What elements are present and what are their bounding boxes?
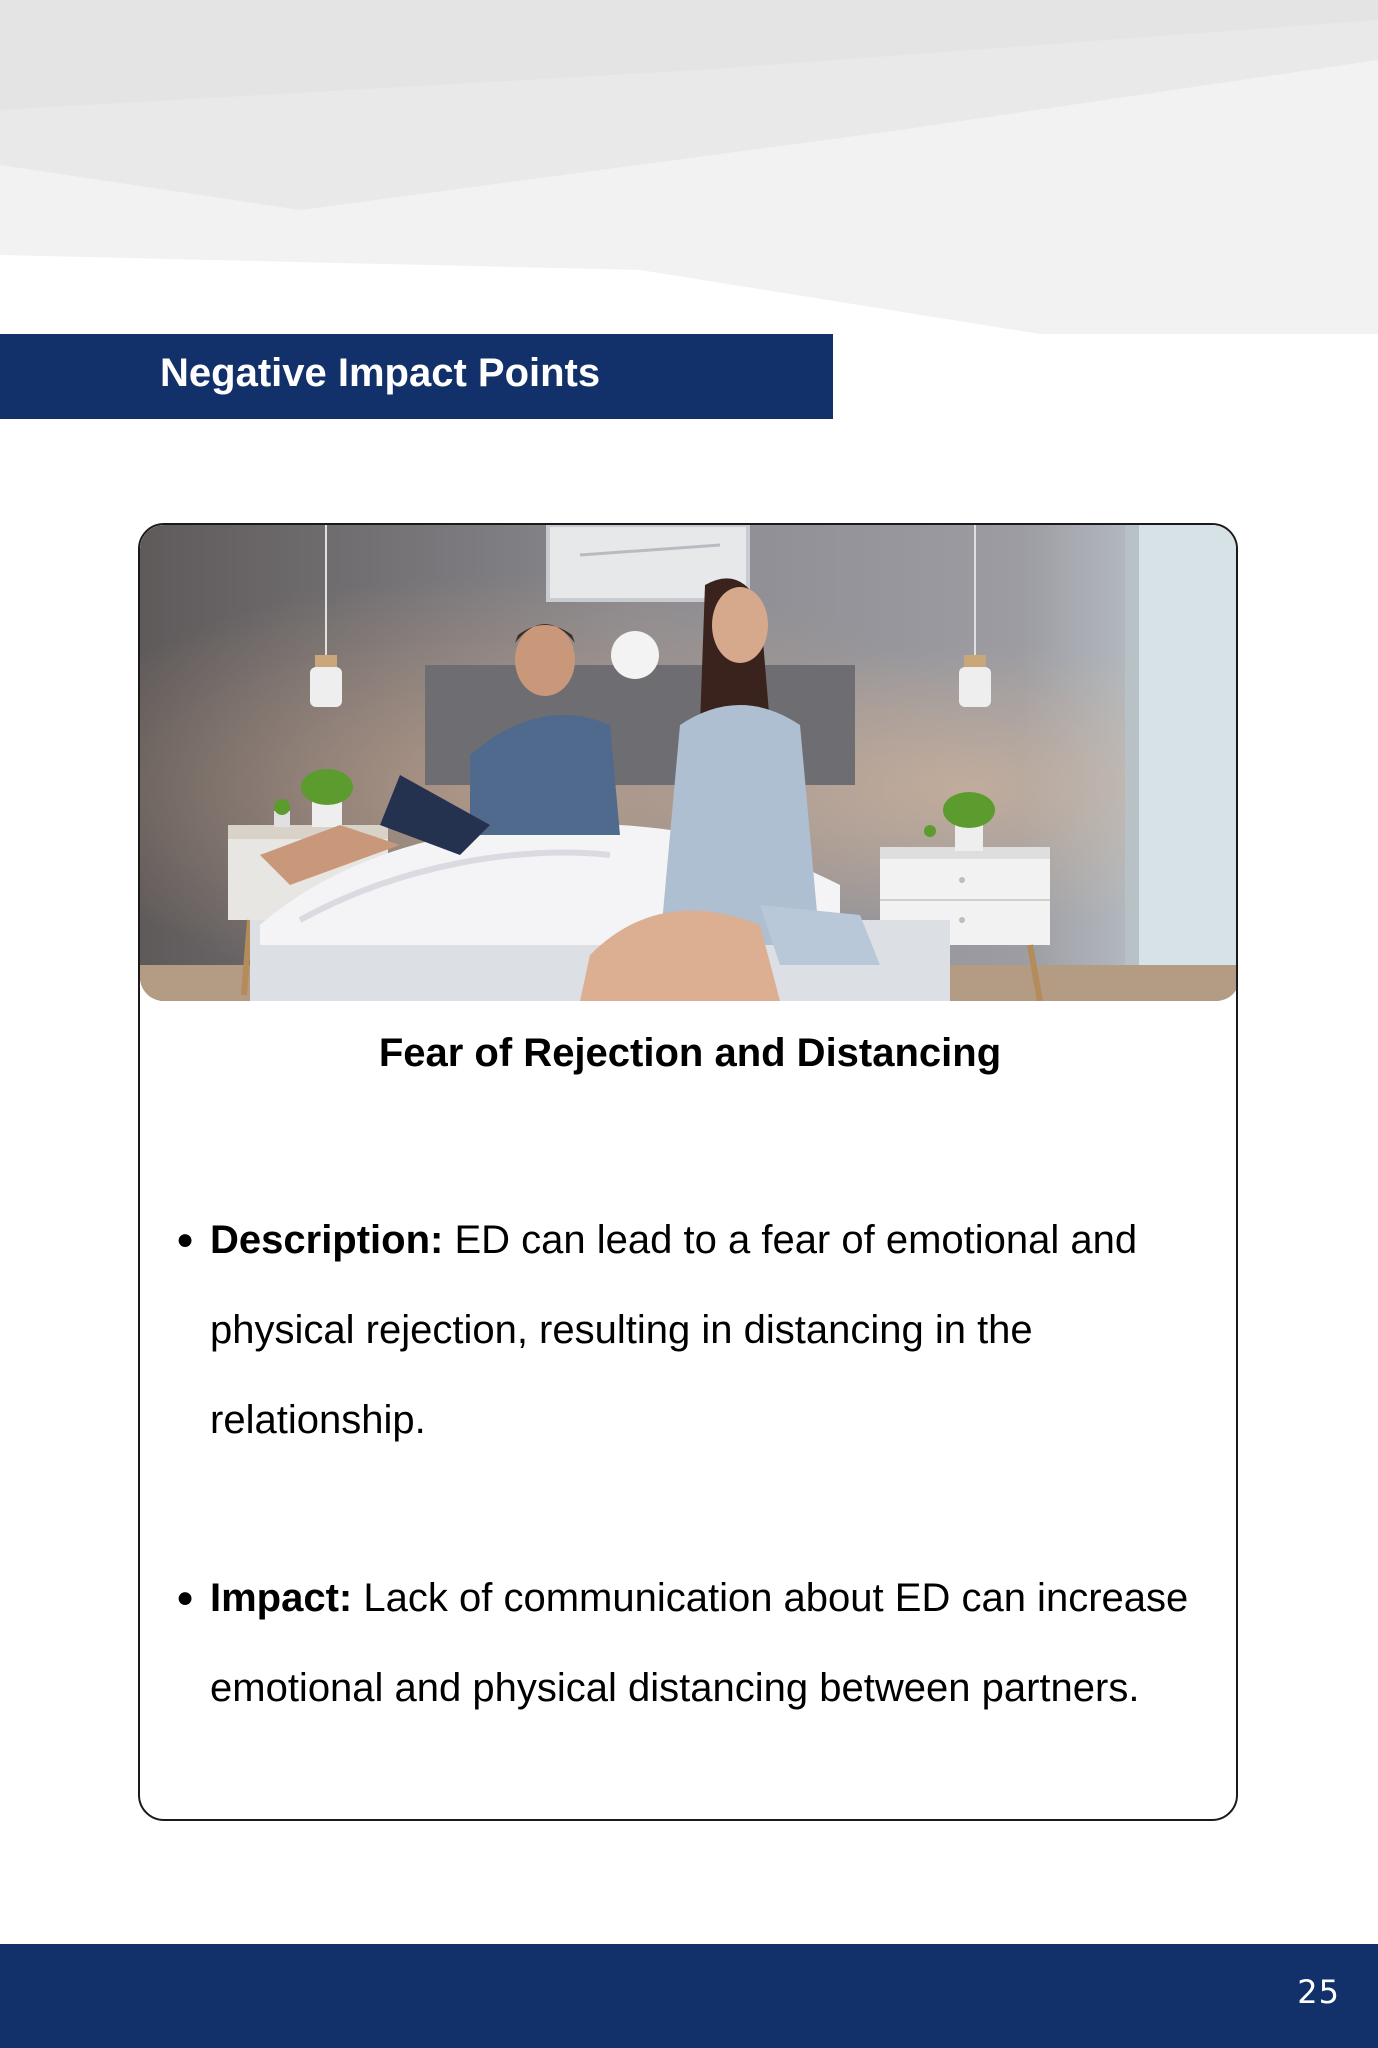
bullet-label: Impact:	[210, 1576, 353, 1620]
couple-photo	[140, 525, 1238, 1001]
bedroom-illustration	[140, 525, 1238, 1001]
card-title: Fear of Rejection and Distancing	[378, 1031, 1002, 1075]
bullet-dot-icon: ●	[176, 1581, 195, 1614]
bullet-text: Lack of communication about ED can increase emotional and physical distancing between partners.	[210, 1576, 1189, 1710]
section-title: Negative Impact Points	[160, 351, 601, 395]
footer-bar	[0, 1944, 1378, 2048]
section-banner	[0, 334, 833, 419]
list-item-description	[176, 1195, 1230, 1465]
list-item-impact	[176, 1553, 1230, 1733]
bullet-text: ED can lead to a fear of emotional and physical rejection, resulting in distancing in the relationship.	[210, 1218, 1138, 1442]
bullet-dot-icon: ●	[176, 1223, 195, 1256]
content-card	[138, 523, 1238, 1821]
header-decoration	[0, 0, 1378, 340]
bullet-label: Description:	[210, 1218, 444, 1262]
bullet-list	[176, 1195, 1230, 1733]
page-number: 25	[1297, 1973, 1340, 2011]
